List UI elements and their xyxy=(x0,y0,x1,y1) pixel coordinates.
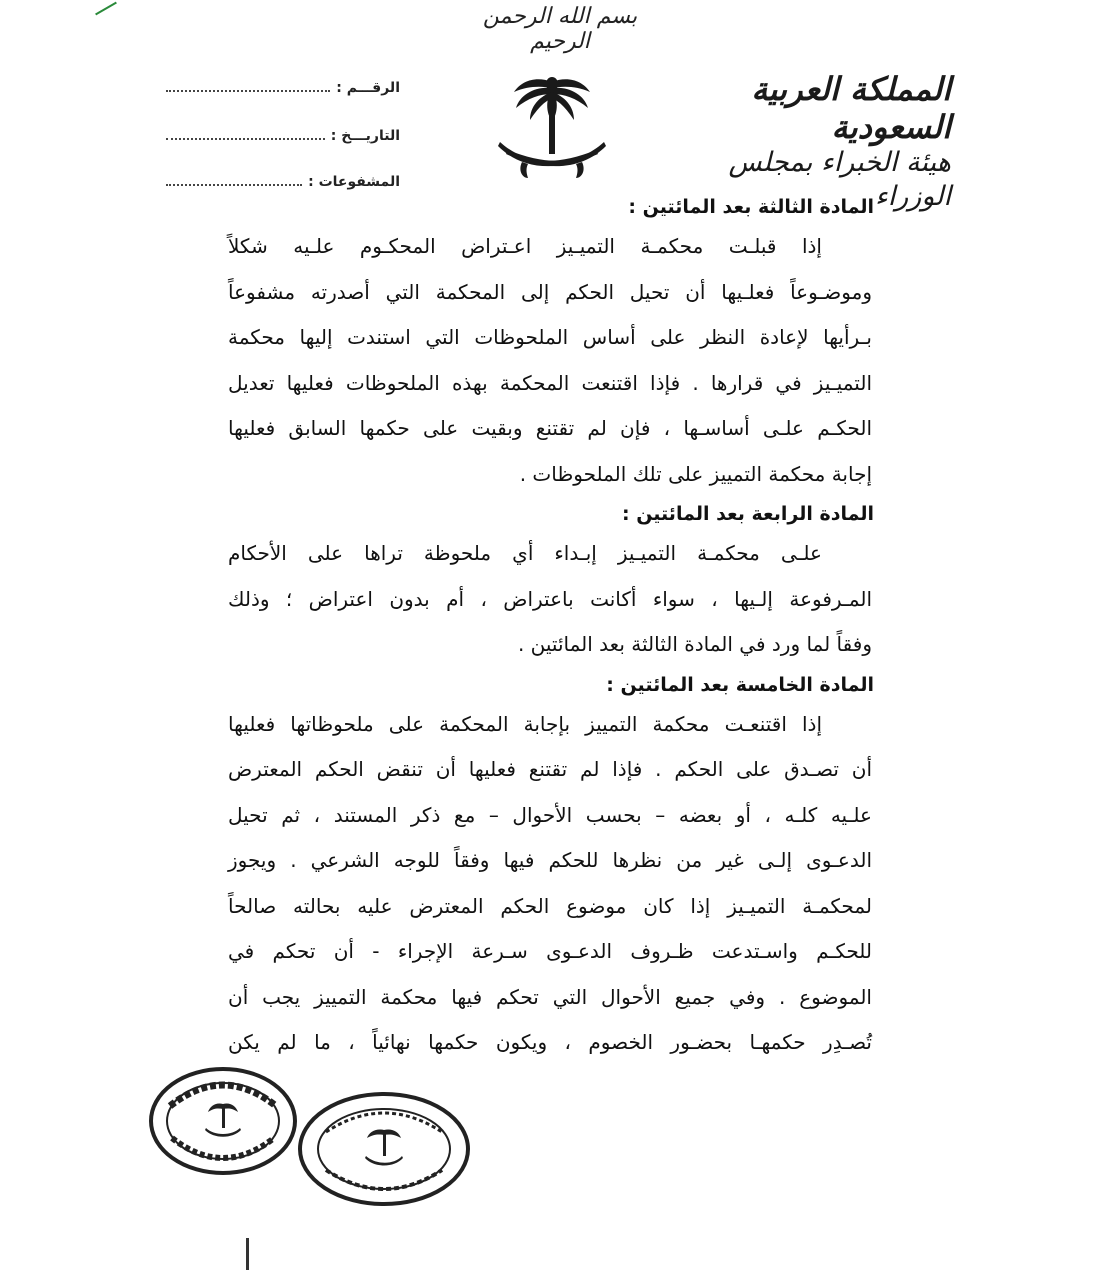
palm-swords-emblem-icon xyxy=(492,70,612,200)
general-secretariat-seal-icon xyxy=(148,1066,298,1176)
date-field xyxy=(160,118,400,158)
article-heading: المادة الرابعة بعد المائتين : xyxy=(621,503,874,525)
article-line: بـرأيها لإعادة النظر على أساس الملحوظات التي استندت إليها محكمة xyxy=(228,325,872,349)
article-line: الدعـوى إلـى غير من نظرها للحكم فيها وفقاً للوجه الشرعي . ويجوز xyxy=(228,848,872,872)
date-blank xyxy=(166,126,325,140)
article-heading: المادة الثالثة بعد المائتين : xyxy=(628,196,874,218)
article-line: التميـيز في قرارها . فإذا اقتنعت المحكمة بهذه الملحوظات فعليها تعديل xyxy=(228,370,872,395)
article-line: للحكـم واسـتدعت ظـروف الدعـوى سـرعة الإجراء - أن تحكم في xyxy=(228,939,872,963)
article-line: الحكـم علـى أساسـها ، فإن لم تقتنع وبقيت على حكمها السابق فعليها xyxy=(228,416,872,440)
org-line-1: المملكة العربية السعودية xyxy=(751,70,951,146)
article-line: الموضوع . وفي جميع الأحوال التي تحكم فيها محكمة التمييز يجب أن xyxy=(228,984,872,1009)
reference-number-label: الرقـــم : xyxy=(336,80,400,96)
date-label: التاريـــخ : xyxy=(330,128,400,144)
article-line: علـى محكمـة التميـيز إبـداء أي ملحوظة تراها على الأحكام xyxy=(228,541,822,565)
attachments-label: المشفوعات : xyxy=(308,174,400,190)
corner-mark xyxy=(91,0,117,15)
article-line: علـيه كلـه ، أو بعضه – بحسب الأحوال – مع ذكر المستند ، ثم تحيل xyxy=(228,802,872,827)
article-line: وموضـوعاً فعلـيها أن تحيل الحكم إلى المحكمة التي أصدرته مشفوعاً xyxy=(228,279,872,304)
article-line: المـرفوعة إلـيها ، سواء أكانت باعتراض ، أم بدون اعتراض ؛ وذلك xyxy=(228,586,872,611)
article-heading: المادة الخامسة بعد المائتين : xyxy=(606,673,874,696)
experts-commission-seal-icon xyxy=(296,1090,472,1208)
margin-mark xyxy=(246,1238,249,1270)
org-line-2: هيئة الخبراء بمجلس الوزراء xyxy=(728,147,951,212)
article-line: إجابة محكمة التمييز على تلك الملحوظات . xyxy=(519,461,872,486)
document-meta-fields xyxy=(160,78,400,198)
document-body xyxy=(228,190,872,1066)
article-line: لمحكمـة التميـيز إذا كان موضوع الحكم المعترض عليه بحالته صالحاً xyxy=(228,893,872,918)
article-204 xyxy=(228,497,872,668)
article-203 xyxy=(228,190,872,497)
basmala: بسم الله الرحمن الرحيم xyxy=(482,4,638,54)
article-205 xyxy=(228,668,872,1066)
reference-number-blank xyxy=(166,78,330,92)
article-line: أن تصـدق على الحكم . فإذا لم تقتنع فعليها أن تنقض الحكم المعترض xyxy=(228,757,872,781)
article-line: إذا اقتنعـت محكمة التمييز بإجابة المحكمة على ملحوظاتها فعليها xyxy=(228,711,822,736)
article-line: وفقاً لما ورد في المادة الثالثة بعد المائتين . xyxy=(517,632,872,656)
attachments-blank xyxy=(166,172,302,186)
article-line: تُصـدِر حكمهـا بحضـور الخصوم ، ويكون حكمها نهائياً ، ما لم يكن xyxy=(228,1030,872,1054)
reference-number-field xyxy=(160,78,400,118)
article-line: إذا قبلـت محكمـة التميـيز اعـتراض المحكـوم علـيه شكلاً xyxy=(228,234,822,258)
